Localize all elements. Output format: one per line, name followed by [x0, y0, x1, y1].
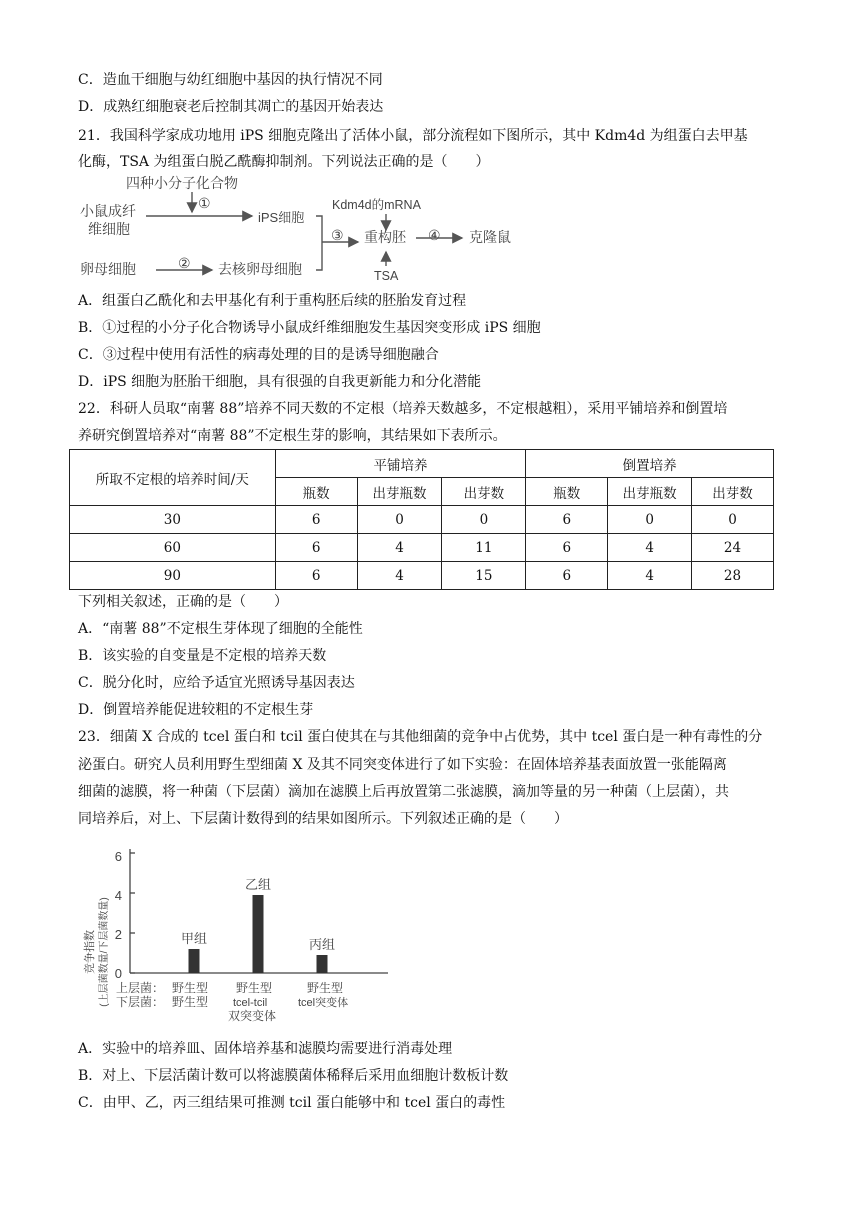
table-cell: 4 — [608, 562, 692, 590]
question-23-stem-1: 23．细菌 X 合成的 tcel 蛋白和 tcil 蛋白使其在与其他细菌的竞争中占优势，其中 tcel 蛋白是一种有毒性的分 — [78, 729, 763, 745]
competition-index-bar-chart — [78, 836, 408, 1028]
table-row — [70, 534, 774, 562]
y-tick-label: 4 — [114, 888, 122, 903]
question-23-stem-2: 泌蛋白。研究人员利用野生型细菌 X 及其不同突变体进行了如下实验：在固体培养基表面放置一张能隔离 — [78, 757, 727, 773]
table-cell: 6 — [526, 562, 608, 590]
ips-cell-label: iPS细胞 — [258, 210, 305, 225]
category-upper-label: 野生型 — [172, 981, 209, 995]
category-lower-label: tcel-tcil — [233, 997, 268, 1009]
row-header-cell: 所取不定根的培养时间/天 — [70, 450, 276, 506]
reconstructed-embryo-label: 重构胚 — [364, 229, 406, 245]
y-axis-label-2: (上层菌数量/下层菌数量) — [99, 897, 110, 1007]
table-cell: 6 — [526, 506, 608, 534]
subheader-cell: 瓶数 — [275, 478, 357, 506]
row-label-upper: 上层菌： — [116, 981, 165, 995]
question-22-prompt: 下列相关叙述，正确的是（ ） — [78, 594, 288, 610]
table-cell: 11 — [442, 534, 526, 562]
question-23-stem-4: 同培养后，对上、下层菌计数得到的结果如图所示。下列叙述正确的是（ ） — [78, 811, 568, 827]
table-cell: 6 — [275, 562, 357, 590]
table-cell: 4 — [357, 562, 442, 590]
question-22-stem-1: 22．科研人员取“南薯 88”培养不同天数的不定根（培养天数越多，不定根越粗），采用平铺培养和倒置培 — [78, 401, 728, 417]
row-label-lower: 下层菌： — [116, 995, 165, 1009]
table-cell: 0 — [442, 506, 526, 534]
question-21-option-d: D．iPS 细胞为胚胎干细胞，具有很强的自我更新能力和分化潜能 — [78, 374, 482, 390]
subheader-cell: 出芽瓶数 — [357, 478, 442, 506]
bar — [253, 895, 264, 973]
tsa-label: TSA — [374, 269, 399, 283]
step-4-label: ④ — [428, 227, 441, 243]
table-cell: 0 — [692, 506, 774, 534]
question-21-stem-1: 21．我国科学家成功地用 iPS 细胞克隆出了活体小鼠，部分流程如下图所示，其中 Kdm4d 为组蛋白去甲基 — [78, 128, 748, 144]
table-cell: 28 — [692, 562, 774, 590]
question-21-option-a: A．组蛋白乙酰化和去甲基化有利于重构胚后续的胚胎发育过程 — [78, 293, 467, 309]
step-3-label: ③ — [331, 227, 344, 243]
y-axis-label-1: 竞争指数 — [84, 930, 96, 974]
inverted-culture-header: 倒置培养 — [526, 450, 774, 478]
option-c-prev: C．造血干细胞与幼红细胞中基因的执行情况不同 — [78, 72, 383, 88]
category-lower-label: tcel突变体 — [298, 997, 349, 1009]
bar-group-label: 丙组 — [308, 937, 336, 952]
table-cell: 0 — [608, 506, 692, 534]
question-22-stem-2: 养研究倒置培养对“南薯 88”不定根生芽的影响，其结果如下表所示。 — [78, 428, 507, 444]
table-cell: 6 — [275, 506, 357, 534]
bar-group-label: 甲组 — [180, 931, 208, 946]
subheader-cell: 出芽数 — [442, 478, 526, 506]
category-lower-label: 野生型 — [172, 995, 209, 1009]
question-23-option-b: B．对上、下层活菌计数可以将滤膜菌体稀释后采用血细胞计数板计数 — [78, 1068, 509, 1084]
table-cell: 6 — [275, 534, 357, 562]
step-2-label: ② — [178, 255, 191, 271]
table-cell: 6 — [526, 534, 608, 562]
y-tick-label: 6 — [114, 849, 122, 864]
oocyte-label: 卵母细胞 — [80, 261, 136, 277]
table-cell: 4 — [608, 534, 692, 562]
table-cell: 24 — [692, 534, 774, 562]
question-21-stem-2: 化酶，TSA 为组蛋白脱乙酰酶抑制剂。下列说法正确的是（ ） — [78, 154, 490, 170]
step-1-label: ① — [198, 195, 211, 211]
table-cell: 30 — [70, 506, 276, 534]
fibroblast-label-1: 小鼠成纤 — [80, 203, 136, 219]
fibroblast-label-2: 维细胞 — [88, 221, 130, 237]
category-lower-label-2: 双突变体 — [228, 1009, 277, 1023]
reagent-label: 四种小分子化合物 — [126, 175, 238, 191]
table-header-row — [70, 450, 774, 478]
question-23-stem-3: 细菌的滤膜，将一种菌（下层菌）滴加在滤膜上后再放置第二张滤膜，滴加等量的另一种菌（上层菌），共 — [78, 784, 729, 800]
subheader-cell: 出芽数 — [692, 478, 774, 506]
subheader-cell: 出芽瓶数 — [608, 478, 692, 506]
bar — [189, 949, 200, 973]
table-cell: 0 — [357, 506, 442, 534]
table-cell: 4 — [357, 534, 442, 562]
option-d-prev: D．成熟红细胞衰老后控制其凋亡的基因开始表达 — [78, 99, 384, 115]
clone-mouse-label: 克隆鼠 — [469, 229, 511, 245]
question-22-option-c: C．脱分化时，应给予适宜光照诱导基因表达 — [78, 675, 355, 691]
bar — [317, 955, 328, 973]
subheader-cell: 瓶数 — [526, 478, 608, 506]
question-22-option-a: A．“南薯 88”不定根生芽体现了细胞的全能性 — [78, 621, 363, 637]
category-upper-label: 野生型 — [307, 981, 344, 995]
question-21-option-b: B．①过程的小分子化合物诱导小鼠成纤维细胞发生基因突变形成 iPS 细胞 — [78, 320, 541, 336]
flat-culture-header: 平铺培养 — [275, 450, 526, 478]
question-23-option-a: A．实验中的培养皿、固体培养基和滤膜均需要进行消毒处理 — [78, 1041, 453, 1057]
y-tick-label: 2 — [114, 927, 122, 942]
enucleated-oocyte-label: 去核卵母细胞 — [218, 261, 302, 277]
question-22-option-b: B．该实验的自变量是不定根的培养天数 — [78, 648, 327, 664]
table-row — [70, 562, 774, 590]
category-upper-label: 野生型 — [236, 981, 273, 995]
table-cell: 15 — [442, 562, 526, 590]
question-21-option-c: C．③过程中使用有活性的病毒处理的目的是诱导细胞融合 — [78, 347, 439, 363]
table-cell: 60 — [70, 534, 276, 562]
bar-group-label: 乙组 — [244, 877, 272, 892]
y-tick-label: 0 — [114, 966, 122, 981]
rooting-results-table — [69, 449, 774, 590]
kdm4d-label: Kdm4d的mRNA — [332, 198, 421, 212]
table-cell: 90 — [70, 562, 276, 590]
question-22-option-d: D．倒置培养能促进较粗的不定根生芽 — [78, 702, 314, 718]
ips-cloning-flow-diagram — [76, 172, 511, 290]
table-row — [70, 506, 774, 534]
question-23-option-c: C．由甲、乙，丙三组结果可推测 tcil 蛋白能够中和 tcel 蛋白的毒性 — [78, 1095, 506, 1111]
